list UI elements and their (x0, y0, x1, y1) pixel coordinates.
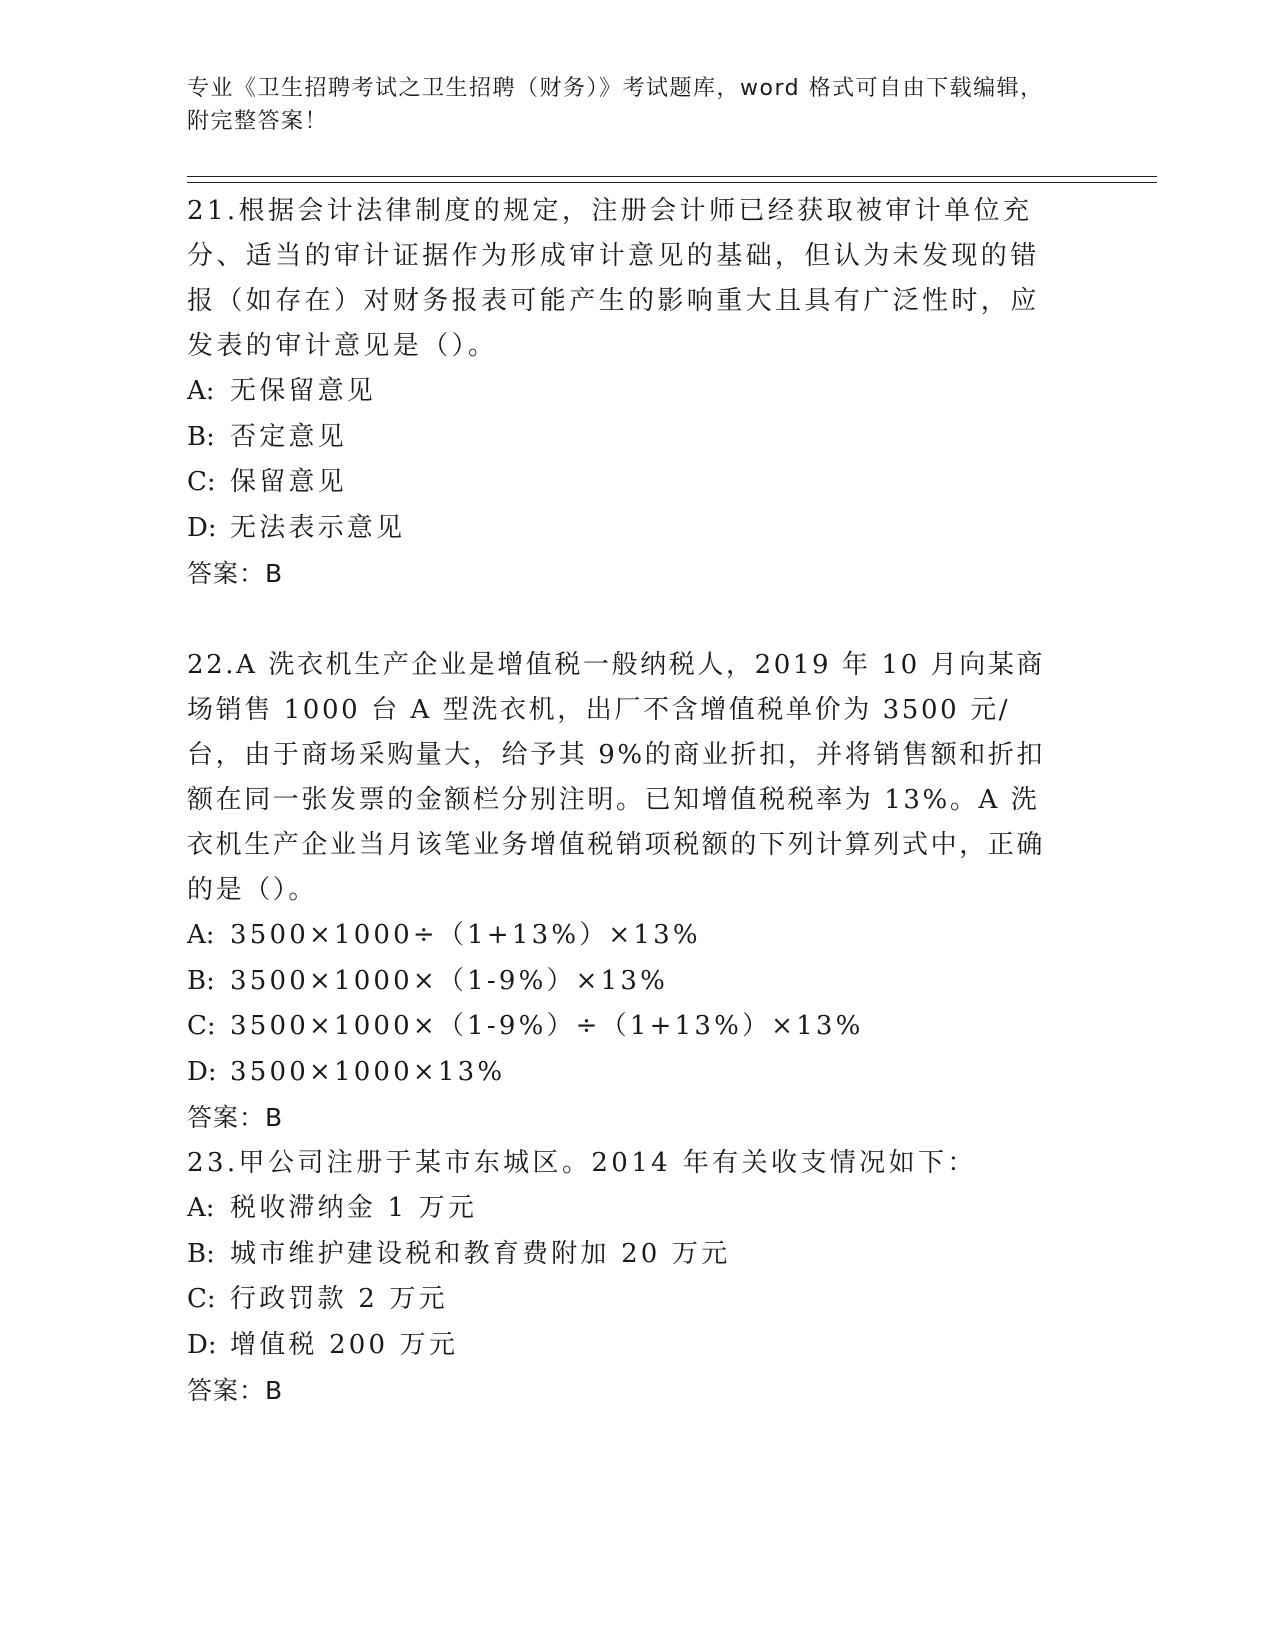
question-23 (187, 1141, 1067, 1413)
document-header: 专业《卫生招聘考试之卫生招聘（财务）》考试题库，word 格式可自由下载编辑，附完整答案！ (187, 76, 1044, 134)
answer-line: 答案：B (187, 559, 284, 588)
option-d (187, 506, 1067, 552)
option-b (187, 959, 1067, 1005)
option-a (187, 369, 1067, 415)
option-text: 否定意见 (230, 421, 347, 452)
answer-line: 答案：B (187, 1103, 284, 1132)
option-key: B: (187, 1238, 215, 1269)
option-text: 3500×1000×（1-9%）×13% (230, 965, 669, 996)
option-text: 保留意见 (230, 467, 347, 497)
question-21 (187, 189, 1067, 596)
option-text: 3500×1000×（1-9%）÷（1+13%）×13% (230, 1011, 864, 1041)
option-key: C: (187, 1284, 216, 1314)
option-key: D: (187, 1056, 217, 1087)
option-key: D: (187, 1329, 217, 1360)
option-d (187, 1323, 1067, 1369)
option-c (187, 1277, 1067, 1323)
option-key: A: (187, 920, 215, 950)
option-text: 无保留意见 (230, 376, 377, 406)
question-text: 22.A 洗衣机生产企业是增值税一般纳税人，2019 年 10 月向某商场销售 1000 台 A 型洗衣机，出厂不含增值税单价为 3500 元/台，由于商场采购量大，给予其 9%的商业折扣，并将销售额和折扣额在同一张发票的金额栏分别注明。已知增值税税率为 13%。A 洗衣机生产企业当月该笔业务增值税销项税额的下列计算列式中，正确的是（）。 (187, 650, 1046, 905)
option-text: 行政罚款 2 万元 (230, 1284, 448, 1314)
answer-line: 答案：B (187, 1376, 284, 1405)
option-key: C: (187, 1011, 216, 1041)
option-key: A: (187, 376, 215, 406)
option-a (187, 913, 1067, 959)
option-text: 3500×1000×13% (230, 1056, 506, 1087)
option-key: C: (187, 467, 216, 497)
question-text: 23.甲公司注册于某市东城区。2014 年有关收支情况如下： (187, 1148, 977, 1178)
option-text: 3500×1000÷（1+13%）×13% (230, 920, 701, 950)
option-b (187, 415, 1067, 461)
option-d (187, 1050, 1067, 1096)
option-key: B: (187, 421, 215, 452)
option-text: 无法表示意见 (230, 512, 406, 543)
option-a (187, 1186, 1067, 1232)
question-text: 21.根据会计法律制度的规定，注册会计师已经获取被审计单位充分、适当的审计证据作为形成审计意见的基础，但认为未发现的错报（如存在）对财务报表可能产生的影响重大且具有广泛性时，应发表的审计意见是（）。 (187, 196, 1040, 361)
header-divider-bottom (187, 182, 1157, 183)
question-22 (187, 643, 1067, 1140)
option-key: D: (187, 512, 217, 543)
option-b (187, 1232, 1067, 1278)
option-text: 增值税 200 万元 (230, 1329, 459, 1360)
header-divider-top (187, 176, 1157, 177)
option-key: A: (187, 1193, 215, 1223)
option-key: B: (187, 965, 215, 996)
option-c (187, 460, 1067, 506)
option-text: 税收滞纳金 1 万元 (230, 1193, 478, 1223)
option-c (187, 1004, 1067, 1050)
option-text: 城市维护建设税和教育费附加 20 万元 (230, 1238, 731, 1269)
